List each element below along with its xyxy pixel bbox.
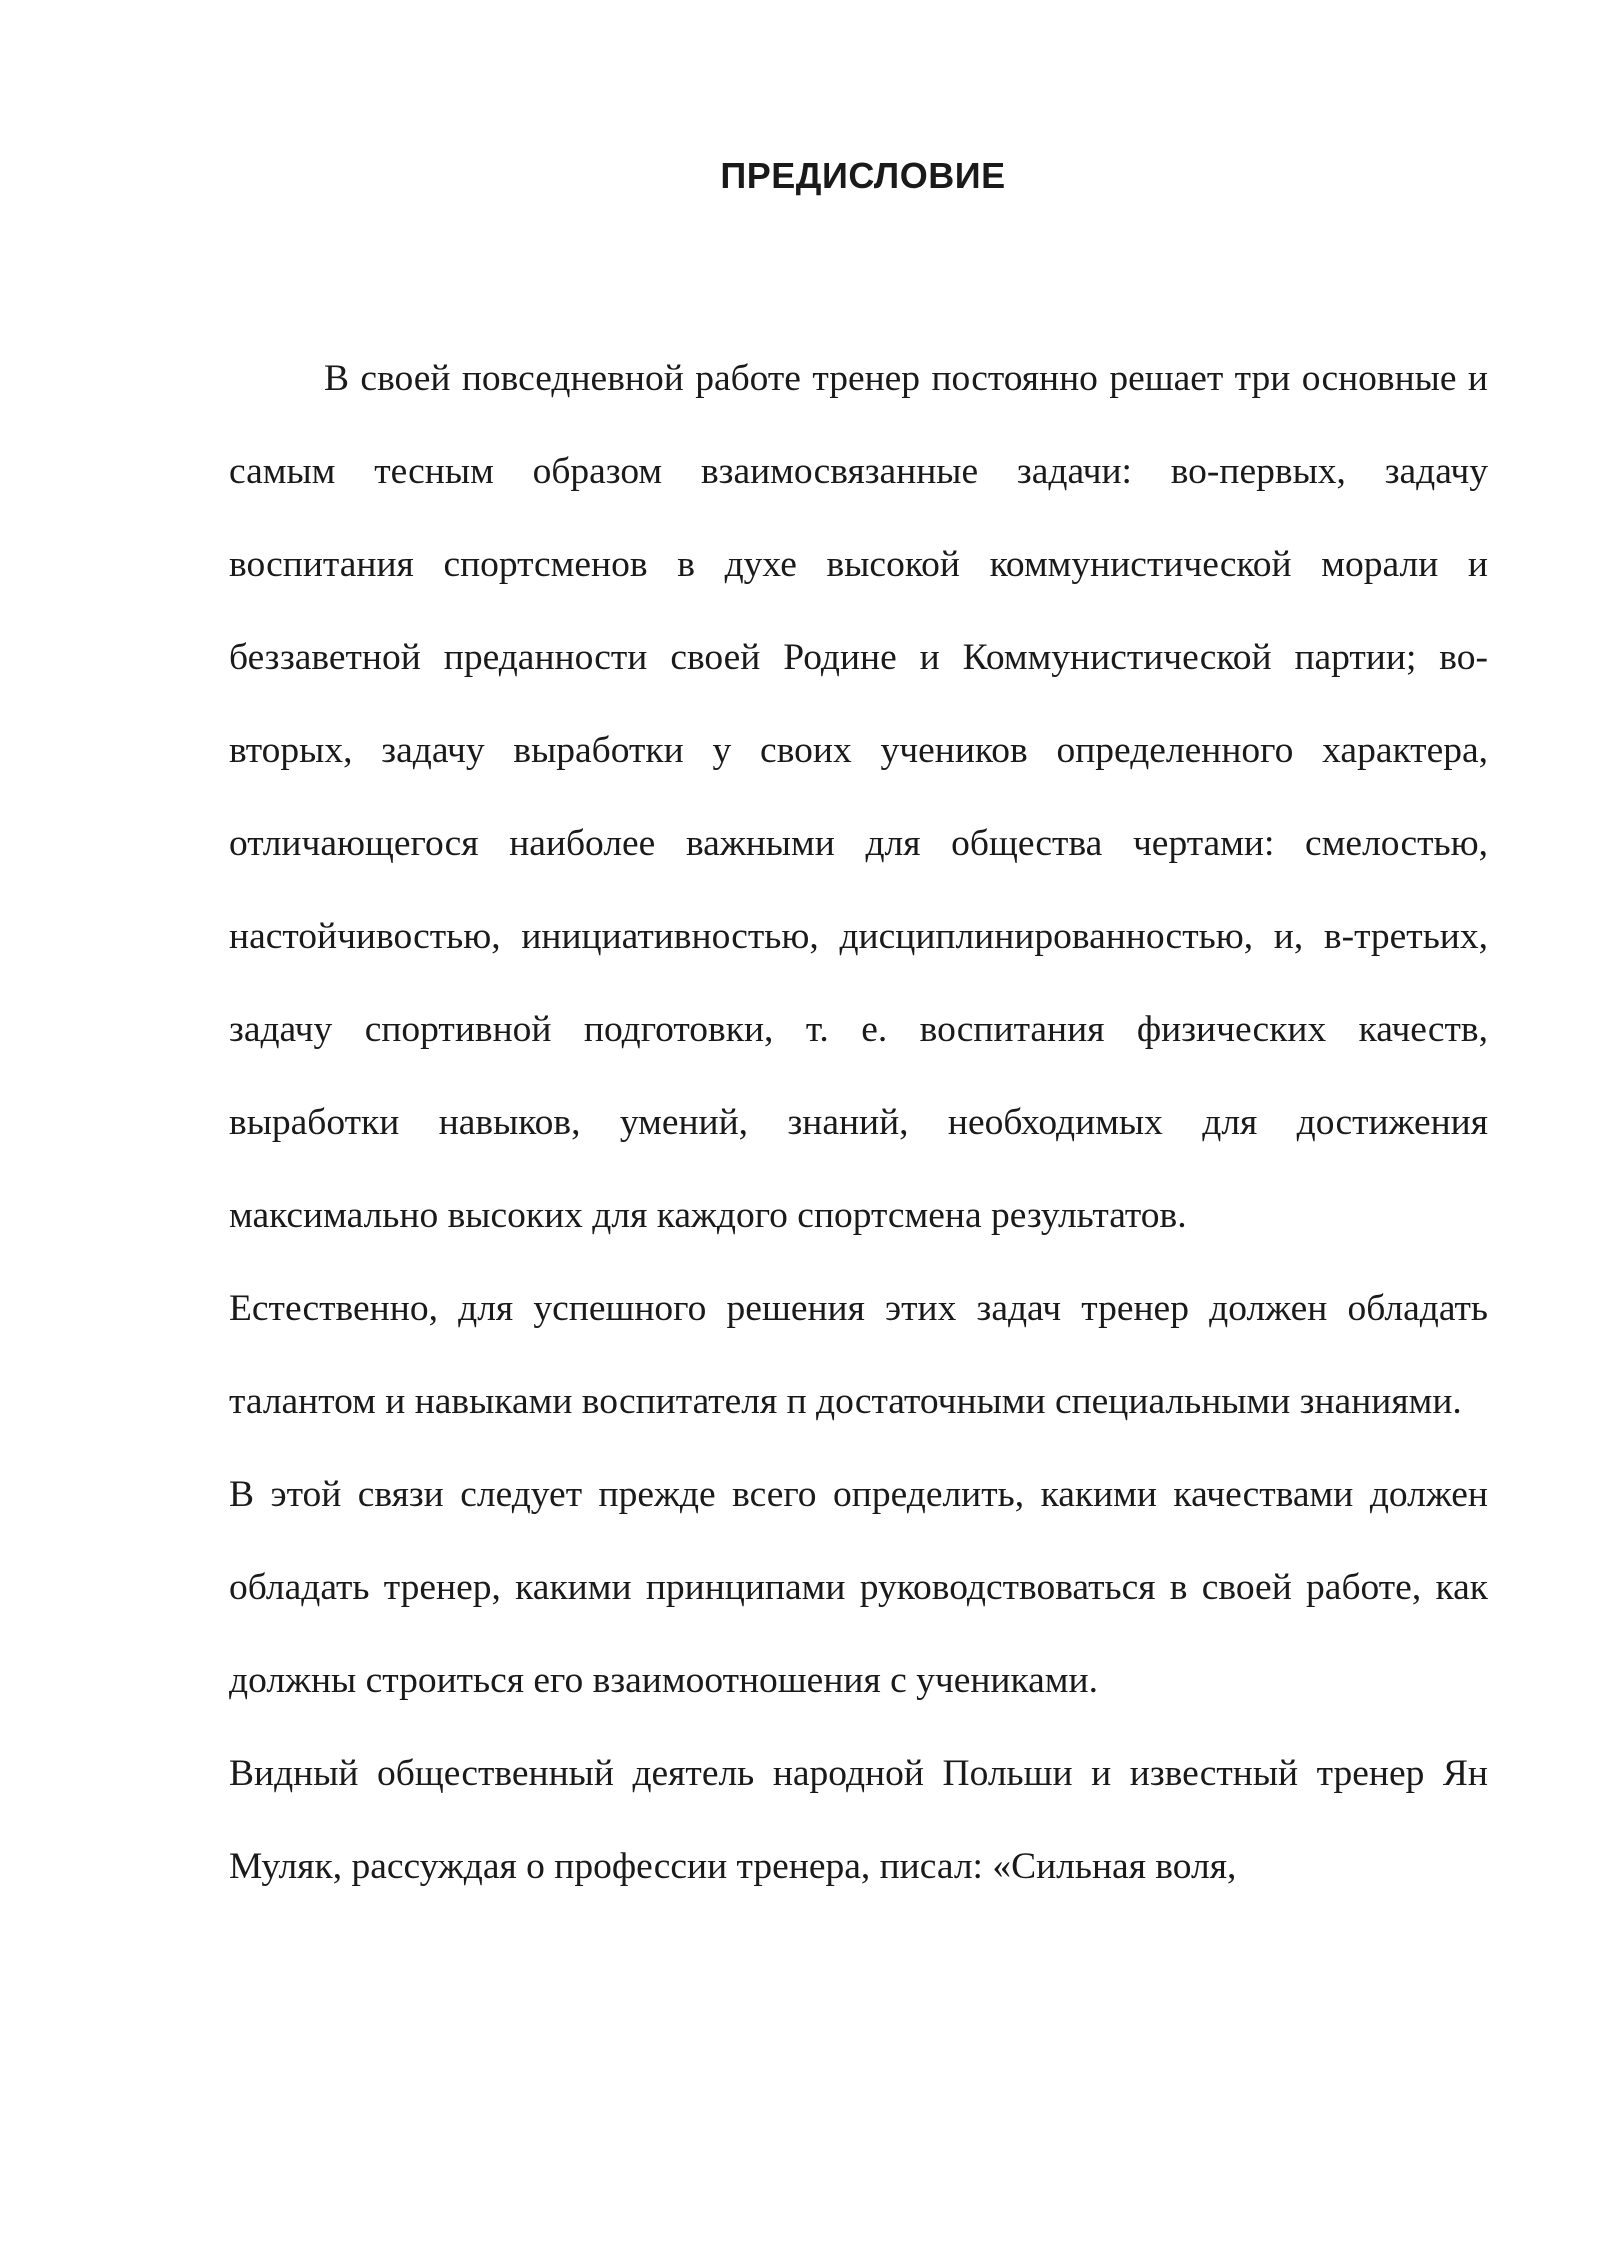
page-title: ПРЕДИСЛОВИЕ xyxy=(720,155,1006,196)
paragraph-3: В этой связи следует прежде всего определить, какими качествами должен обладать тренер, какими принципами руководствоваться в своей работе, как должны строиться его взаимоотношения с учениками. xyxy=(229,1474,1488,1701)
paragraph-1: В своей повседневной работе тренер постоянно решает три основные и самым тесным образом взаимосвязанные задачи: во-первых, задачу воспитания спортсменов в духе высокой коммунистической морали и беззаветной преданности своей Родине и Коммунистической партии; во-вторых, задачу выработки у своих учеников определенного характера, отличающегося наиболее важными для общества чертами: смелостью, настойчивостью, инициативностью, дисциплинированностью, и, в-третьих, задачу спортивной подготовки, т. е. воспитания физических качеств, выработки навыков, умений, знаний, необходимых для достижения максимально высоких для каждого спортсмена результатов. xyxy=(229,358,1488,1236)
body-text xyxy=(229,332,1488,1913)
paragraph-4: Видный общественный деятель народной Польши и известный тренер Ян Муляк, рассуждая о профессии тренера, писал: «Сильная воля, xyxy=(229,1753,1488,1887)
paragraph-2: Естественно, для успешного решения этих задач тренер должен обладать талантом и навыками воспитателя п достаточными специальными знаниями. xyxy=(229,1288,1488,1422)
